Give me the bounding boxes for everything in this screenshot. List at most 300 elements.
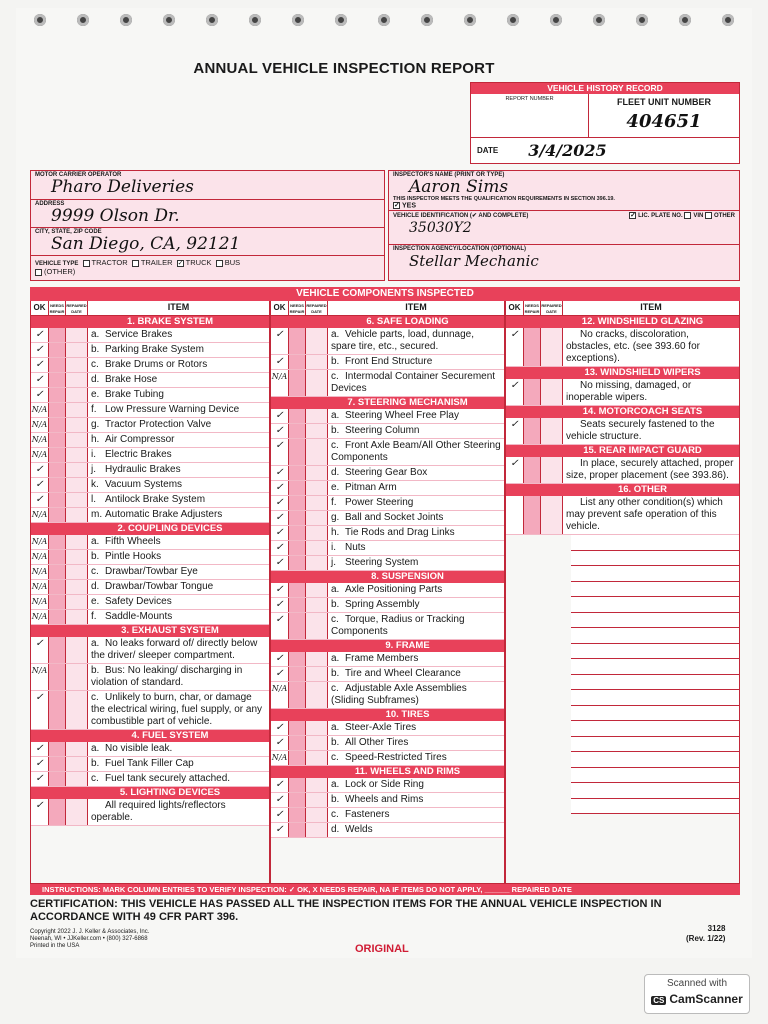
repaired-date-cell[interactable] [66, 433, 88, 447]
agency-value: Stellar Mechanic [409, 252, 539, 270]
section-header: 5. LIGHTING DEVICES [31, 787, 269, 799]
ok-mark[interactable]: N/A [31, 595, 49, 609]
other-condition-line[interactable] [571, 706, 739, 722]
repaired-date-cell[interactable] [66, 418, 88, 432]
vehicle-type-label: VEHICLE TYPE [35, 261, 79, 267]
item-label: No cracks, discoloration, obstacles, etc. (see 393.60 for exceptions). [563, 328, 739, 366]
ok-mark[interactable]: ✓ [31, 742, 49, 756]
inspection-row [271, 370, 504, 397]
needs-repair-cell[interactable] [524, 457, 541, 483]
ok-mark[interactable]: ✓ [506, 379, 524, 405]
components-column-2 [270, 301, 505, 884]
needs-repair-cell[interactable] [49, 463, 66, 477]
ok-mark[interactable]: ✓ [506, 418, 524, 444]
column-header: OK NEEDS REPAIR REPAIRED DATE ITEM [506, 301, 739, 316]
item-label: b. Pintle Hooks [88, 550, 269, 564]
needs-repair-cell[interactable] [289, 439, 306, 465]
needs-repair-cell[interactable] [289, 481, 306, 495]
needs-repair-cell[interactable] [289, 823, 306, 837]
inspection-row [271, 481, 504, 496]
needs-repair-cell[interactable] [49, 535, 66, 549]
repaired-date-cell[interactable] [306, 823, 328, 837]
city-label: CITY, STATE, ZIP CODE [35, 229, 102, 235]
other-condition-line[interactable] [571, 582, 739, 598]
repaired-date-cell[interactable] [306, 526, 328, 540]
components-column-1 [30, 301, 270, 884]
ok-mark[interactable]: ✓ [271, 823, 289, 837]
ok-mark[interactable]: ✓ [31, 772, 49, 786]
inspection-row [31, 742, 269, 757]
ok-mark[interactable]: N/A [31, 550, 49, 564]
ok-mark[interactable]: ✓ [271, 439, 289, 465]
needs-repair-cell[interactable] [49, 358, 66, 372]
other-condition-line[interactable] [571, 752, 739, 768]
needs-repair-cell[interactable] [49, 580, 66, 594]
inspection-row [271, 778, 504, 793]
needs-repair-cell[interactable] [524, 379, 541, 405]
other-condition-line[interactable] [571, 644, 739, 660]
other-condition-line[interactable] [571, 613, 739, 629]
repaired-date-cell[interactable] [306, 481, 328, 495]
item-label: c. Torque, Radius or Tracking Components [328, 613, 504, 639]
needs-repair-cell[interactable] [289, 721, 306, 735]
repaired-date-cell[interactable] [66, 328, 88, 342]
other-condition-line[interactable] [571, 721, 739, 737]
repaired-date-cell[interactable] [306, 328, 328, 354]
components-header: VEHICLE COMPONENTS INSPECTED [30, 287, 740, 301]
yes-label: YES [402, 202, 417, 210]
qualification-text: THIS INSPECTOR MEETS THE QUALIFICATION REQUIREMENTS IN SECTION 396.19. [393, 196, 615, 202]
needs-repair-cell[interactable] [289, 793, 306, 807]
ok-mark[interactable]: N/A [31, 433, 49, 447]
ok-mark[interactable] [506, 496, 524, 534]
section-header: 9. FRAME [271, 640, 504, 652]
ok-mark[interactable]: N/A [31, 448, 49, 462]
ok-mark[interactable]: ✓ [271, 466, 289, 480]
repaired-date-cell[interactable] [66, 637, 88, 663]
camscanner-icon: CS [653, 996, 665, 1005]
ok-mark[interactable]: ✓ [271, 511, 289, 525]
repaired-date-cell[interactable] [306, 556, 328, 570]
repaired-date-cell[interactable] [66, 343, 88, 357]
inspector-name-label: INSPECTOR'S NAME (PRINT OR TYPE) [393, 172, 505, 178]
ok-mark[interactable]: ✓ [271, 526, 289, 540]
inspection-row [506, 496, 739, 535]
ok-mark[interactable]: N/A [31, 580, 49, 594]
item-label: h. Air Compressor [88, 433, 269, 447]
needs-repair-cell[interactable] [49, 565, 66, 579]
inspection-row [31, 772, 269, 787]
needs-repair-cell[interactable] [49, 550, 66, 564]
city-value: San Diego, CA, 92121 [51, 234, 241, 254]
ok-mark[interactable]: ✓ [271, 778, 289, 792]
inspection-row [271, 808, 504, 823]
needs-repair-cell[interactable] [289, 526, 306, 540]
vehicle-id-value: 35030Y2 [409, 220, 472, 237]
vehicle-type-row: VEHICLE TYPE TRACTOR TRAILER ✓ TRUCK BUS (OTHER) [35, 258, 241, 276]
inspection-row [31, 595, 269, 610]
needs-repair-cell[interactable] [289, 778, 306, 792]
needs-repair-cell[interactable] [49, 508, 66, 522]
needs-repair-cell[interactable] [524, 328, 541, 366]
repaired-date-cell[interactable] [306, 583, 328, 597]
repaired-date-cell[interactable] [66, 742, 88, 756]
item-label: c. Fasteners [328, 808, 504, 822]
needs-repair-cell[interactable] [49, 757, 66, 771]
agency-label: INSPECTION AGENCY/LOCATION (OPTIONAL) [393, 246, 526, 252]
item-label: a. Steer-Axle Tires [328, 721, 504, 735]
repaired-date-cell[interactable] [306, 466, 328, 480]
repaired-date-cell[interactable] [66, 403, 88, 417]
repaired-date-cell[interactable] [66, 358, 88, 372]
ok-mark[interactable]: ✓ [31, 388, 49, 402]
inspection-row [31, 493, 269, 508]
needs-repair-cell[interactable] [49, 493, 66, 507]
repaired-date-cell[interactable] [66, 388, 88, 402]
needs-repair-cell[interactable] [49, 664, 66, 690]
section-header: 2. COUPLING DEVICES [31, 523, 269, 535]
inspection-row [271, 496, 504, 511]
ok-mark[interactable]: ✓ [271, 355, 289, 369]
needs-repair-cell[interactable] [289, 682, 306, 708]
inspection-row [31, 343, 269, 358]
other-condition-line[interactable] [571, 659, 739, 675]
item-label: a. Service Brakes [88, 328, 269, 342]
item-label: l. Antilock Brake System [88, 493, 269, 507]
ok-mark[interactable]: N/A [31, 508, 49, 522]
ok-mark[interactable]: ✓ [31, 343, 49, 357]
item-label: Seats securely fastened to the vehicle structure. [563, 418, 739, 444]
repaired-date-cell[interactable] [306, 736, 328, 750]
inspection-row [271, 409, 504, 424]
needs-repair-cell[interactable] [49, 418, 66, 432]
needs-repair-cell[interactable] [49, 403, 66, 417]
inspection-row [271, 598, 504, 613]
item-label: c. Front Axle Beam/All Other Steering Components [328, 439, 504, 465]
needs-repair-cell[interactable] [289, 370, 306, 396]
repaired-date-cell[interactable] [306, 511, 328, 525]
ok-mark[interactable]: ✓ [31, 373, 49, 387]
item-label: a. Fifth Wheels [88, 535, 269, 549]
repaired-date-cell[interactable] [306, 751, 328, 765]
item-label: e. Brake Tubing [88, 388, 269, 402]
ok-mark[interactable]: N/A [271, 682, 289, 708]
ok-mark[interactable]: ✓ [271, 328, 289, 354]
inspection-row [506, 418, 739, 445]
ok-mark[interactable]: ✓ [271, 613, 289, 639]
repaired-date-cell[interactable] [66, 691, 88, 729]
form-number: 3128 (Rev. 1/22) [686, 924, 726, 943]
type-other: (OTHER) [44, 267, 76, 276]
repaired-date-cell[interactable] [66, 610, 88, 624]
inspection-row [271, 511, 504, 526]
other-condition-line[interactable] [571, 551, 739, 567]
camscanner-watermark: Scanned with CS CamScanner [644, 974, 750, 1014]
vehicle-id-label: VEHICLE IDENTIFICATION (✔ AND COMPLETE) [393, 213, 529, 219]
ok-mark[interactable]: ✓ [271, 424, 289, 438]
repaired-date-cell[interactable] [306, 370, 328, 396]
ok-mark[interactable]: ✓ [31, 757, 49, 771]
ok-mark[interactable]: ✓ [271, 721, 289, 735]
repaired-date-cell[interactable] [66, 448, 88, 462]
vid-plate: LIC. PLATE NO. [638, 213, 683, 220]
inspection-row [31, 664, 269, 691]
ok-mark[interactable]: ✓ [31, 358, 49, 372]
ok-mark[interactable]: ✓ [271, 409, 289, 423]
needs-repair-cell[interactable] [289, 466, 306, 480]
ok-mark[interactable]: ✓ [31, 478, 49, 492]
needs-repair-cell[interactable] [289, 667, 306, 681]
repaired-date-cell[interactable] [66, 757, 88, 771]
needs-repair-cell[interactable] [289, 613, 306, 639]
inspection-row [271, 526, 504, 541]
needs-repair-cell[interactable] [289, 652, 306, 666]
needs-repair-cell[interactable] [49, 448, 66, 462]
ok-mark[interactable]: ✓ [31, 799, 49, 825]
inspection-row [31, 418, 269, 433]
copyright: Copyright 2022 J. J. Keller & Associates, Inc. Neenah, WI • JJKeller.com • (800) 327-6868 Printed in the USA [30, 929, 150, 949]
repaired-date-cell[interactable] [306, 355, 328, 369]
repaired-date-cell[interactable] [66, 799, 88, 825]
needs-repair-cell[interactable] [49, 691, 66, 729]
repaired-date-cell[interactable] [66, 508, 88, 522]
ok-mark[interactable]: N/A [271, 370, 289, 396]
repaired-date-cell[interactable] [541, 418, 563, 444]
other-condition-line[interactable] [571, 628, 739, 644]
other-condition-line[interactable] [571, 675, 739, 691]
repaired-date-cell[interactable] [541, 328, 563, 366]
ok-mark[interactable]: N/A [271, 751, 289, 765]
type-bus: BUS [224, 258, 241, 267]
ok-mark[interactable]: ✓ [31, 328, 49, 342]
needs-repair-cell[interactable] [49, 343, 66, 357]
needs-repair-cell[interactable] [289, 328, 306, 354]
inspection-row [31, 535, 269, 550]
other-condition-line[interactable] [571, 783, 739, 799]
inspection-row [271, 355, 504, 370]
inspection-row [271, 721, 504, 736]
ok-mark[interactable]: N/A [31, 403, 49, 417]
needs-repair-cell[interactable] [289, 556, 306, 570]
type-tractor: TRACTOR [91, 258, 128, 267]
repaired-date-cell[interactable] [306, 808, 328, 822]
other-condition-line[interactable] [571, 737, 739, 753]
needs-repair-cell[interactable] [49, 742, 66, 756]
ok-mark[interactable]: ✓ [271, 598, 289, 612]
repaired-date-cell[interactable] [66, 664, 88, 690]
needs-repair-cell[interactable] [289, 808, 306, 822]
other-condition-line[interactable] [571, 535, 739, 551]
ok-mark[interactable]: N/A [31, 535, 49, 549]
needs-repair-cell[interactable] [289, 736, 306, 750]
inspector-name-value: Aaron Sims [409, 177, 509, 197]
repaired-date-cell[interactable] [66, 478, 88, 492]
needs-repair-cell[interactable] [49, 388, 66, 402]
repaired-date-cell[interactable] [306, 598, 328, 612]
operator-value: Pharo Deliveries [51, 177, 194, 197]
item-label: a. Axle Positioning Parts [328, 583, 504, 597]
repaired-date-cell[interactable] [541, 457, 563, 483]
inspection-row [31, 358, 269, 373]
type-truck: TRUCK [185, 258, 212, 267]
needs-repair-cell[interactable] [49, 637, 66, 663]
column-header: OK NEEDS REPAIR REPAIRED DATE ITEM [31, 301, 269, 316]
ok-mark[interactable]: ✓ [271, 496, 289, 510]
ok-mark[interactable]: ✓ [31, 637, 49, 663]
ok-mark[interactable]: ✓ [271, 652, 289, 666]
ok-mark[interactable]: ✓ [506, 328, 524, 366]
inspection-row [506, 328, 739, 367]
ok-mark[interactable]: ✓ [271, 736, 289, 750]
item-label: All required lights/reflectors operable. [88, 799, 269, 825]
repaired-date-cell[interactable] [66, 580, 88, 594]
original-label: ORIGINAL [355, 943, 409, 955]
item-label: b. Fuel Tank Filler Cap [88, 757, 269, 771]
needs-repair-cell[interactable] [524, 496, 541, 534]
needs-repair-cell[interactable] [289, 355, 306, 369]
item-label: a. Vehicle parts, load, dunnage, spare tire, etc., secured. [328, 328, 504, 354]
needs-repair-cell[interactable] [289, 583, 306, 597]
needs-repair-cell[interactable] [524, 418, 541, 444]
fleet-unit-label: FLEET UNIT NUMBER [617, 97, 711, 107]
inspection-row [31, 610, 269, 625]
inspection-row [31, 637, 269, 664]
item-label: b. Front End Structure [328, 355, 504, 369]
item-label: m. Automatic Brake Adjusters [88, 508, 269, 522]
other-condition-line[interactable] [571, 566, 739, 582]
item-label: i. Nuts [328, 541, 504, 555]
item-label: f. Low Pressure Warning Device [88, 403, 269, 417]
inspection-row [31, 691, 269, 730]
ok-mark[interactable]: N/A [31, 565, 49, 579]
address-value: 9999 Olson Dr. [51, 206, 180, 226]
needs-repair-cell[interactable] [49, 610, 66, 624]
repaired-date-cell[interactable] [306, 541, 328, 555]
repaired-date-cell[interactable] [306, 667, 328, 681]
item-label: j. Steering System [328, 556, 504, 570]
section-header: 3. EXHAUST SYSTEM [31, 625, 269, 637]
other-condition-line[interactable] [571, 799, 739, 815]
repaired-date-cell[interactable] [66, 373, 88, 387]
item-label: a. Lock or Side Ring [328, 778, 504, 792]
inspection-row [271, 583, 504, 598]
repaired-date-cell[interactable] [66, 565, 88, 579]
inspection-row [31, 508, 269, 523]
other-condition-line[interactable] [571, 597, 739, 613]
inspection-row [31, 448, 269, 463]
inspection-row [31, 328, 269, 343]
section-header: 14. MOTORCOACH SEATS [506, 406, 739, 418]
repaired-date-cell[interactable] [306, 409, 328, 423]
repaired-date-cell[interactable] [306, 613, 328, 639]
ok-mark[interactable]: ✓ [271, 808, 289, 822]
item-label: h. Tie Rods and Drag Links [328, 526, 504, 540]
repaired-date-cell[interactable] [306, 721, 328, 735]
repaired-date-cell[interactable] [306, 496, 328, 510]
needs-repair-cell[interactable] [289, 541, 306, 555]
repaired-date-cell[interactable] [66, 550, 88, 564]
ok-mark[interactable]: ✓ [506, 457, 524, 483]
other-condition-line[interactable] [571, 768, 739, 784]
ok-mark[interactable]: ✓ [271, 541, 289, 555]
binder-holes [34, 14, 734, 26]
repaired-date-cell[interactable] [541, 496, 563, 534]
ok-mark[interactable]: N/A [31, 418, 49, 432]
ok-mark[interactable]: ✓ [271, 583, 289, 597]
needs-repair-cell[interactable] [289, 424, 306, 438]
inspection-row [506, 379, 739, 406]
repaired-date-cell[interactable] [66, 535, 88, 549]
ok-mark[interactable]: ✓ [271, 556, 289, 570]
needs-repair-cell[interactable] [289, 409, 306, 423]
ok-mark[interactable]: ✓ [271, 481, 289, 495]
inspection-row [31, 403, 269, 418]
item-label: a. No visible leak. [88, 742, 269, 756]
needs-repair-cell[interactable] [49, 433, 66, 447]
type-trailer: TRAILER [140, 258, 173, 267]
ok-mark[interactable]: ✓ [271, 793, 289, 807]
repaired-date-cell[interactable] [66, 463, 88, 477]
item-label: a. Frame Members [328, 652, 504, 666]
operator-label: MOTOR CARRIER OPERATOR [35, 172, 122, 178]
item-label: c. Unlikely to burn, char, or damage the electrical wiring, fuel supply, or any combustible part of vehicle. [88, 691, 269, 729]
other-condition-line[interactable] [571, 690, 739, 706]
inspection-row [271, 667, 504, 682]
repaired-date-cell[interactable] [306, 682, 328, 708]
item-label: b. All Other Tires [328, 736, 504, 750]
inspection-row [506, 457, 739, 484]
vid-vin: VIN [693, 213, 704, 220]
ok-mark[interactable]: N/A [31, 610, 49, 624]
item-label: d. Brake Hose [88, 373, 269, 387]
needs-repair-cell[interactable] [289, 496, 306, 510]
repaired-date-cell[interactable] [541, 379, 563, 405]
ok-mark[interactable]: ✓ [31, 691, 49, 729]
repaired-date-cell[interactable] [66, 595, 88, 609]
repaired-date-cell[interactable] [66, 772, 88, 786]
ok-mark[interactable]: ✓ [271, 667, 289, 681]
item-label: a. No leaks forward of/ directly below the driver/ sleeper compartment. [88, 637, 269, 663]
inspection-row [31, 565, 269, 580]
repaired-date-cell[interactable] [66, 493, 88, 507]
inspection-row [271, 823, 504, 838]
needs-repair-cell[interactable] [289, 511, 306, 525]
ok-mark[interactable]: ✓ [31, 463, 49, 477]
needs-repair-cell[interactable] [49, 595, 66, 609]
needs-repair-cell[interactable] [49, 328, 66, 342]
repaired-date-cell[interactable] [306, 652, 328, 666]
item-label: c. Brake Drums or Rotors [88, 358, 269, 372]
inspection-row [271, 751, 504, 766]
repaired-date-cell[interactable] [306, 439, 328, 465]
item-label: No missing, damaged, or inoperable wipers. [563, 379, 739, 405]
needs-repair-cell[interactable] [289, 751, 306, 765]
needs-repair-cell[interactable] [289, 598, 306, 612]
inspection-row [271, 466, 504, 481]
item-label: d. Welds [328, 823, 504, 837]
inspection-row [31, 550, 269, 565]
needs-repair-cell[interactable] [49, 478, 66, 492]
needs-repair-cell[interactable] [49, 772, 66, 786]
inspection-row [31, 799, 269, 826]
needs-repair-cell[interactable] [49, 799, 66, 825]
repaired-date-cell[interactable] [306, 424, 328, 438]
repaired-date-cell[interactable] [306, 793, 328, 807]
ok-mark[interactable]: ✓ [31, 493, 49, 507]
repaired-date-cell[interactable] [306, 778, 328, 792]
ok-mark[interactable]: N/A [31, 664, 49, 690]
needs-repair-cell[interactable] [49, 373, 66, 387]
